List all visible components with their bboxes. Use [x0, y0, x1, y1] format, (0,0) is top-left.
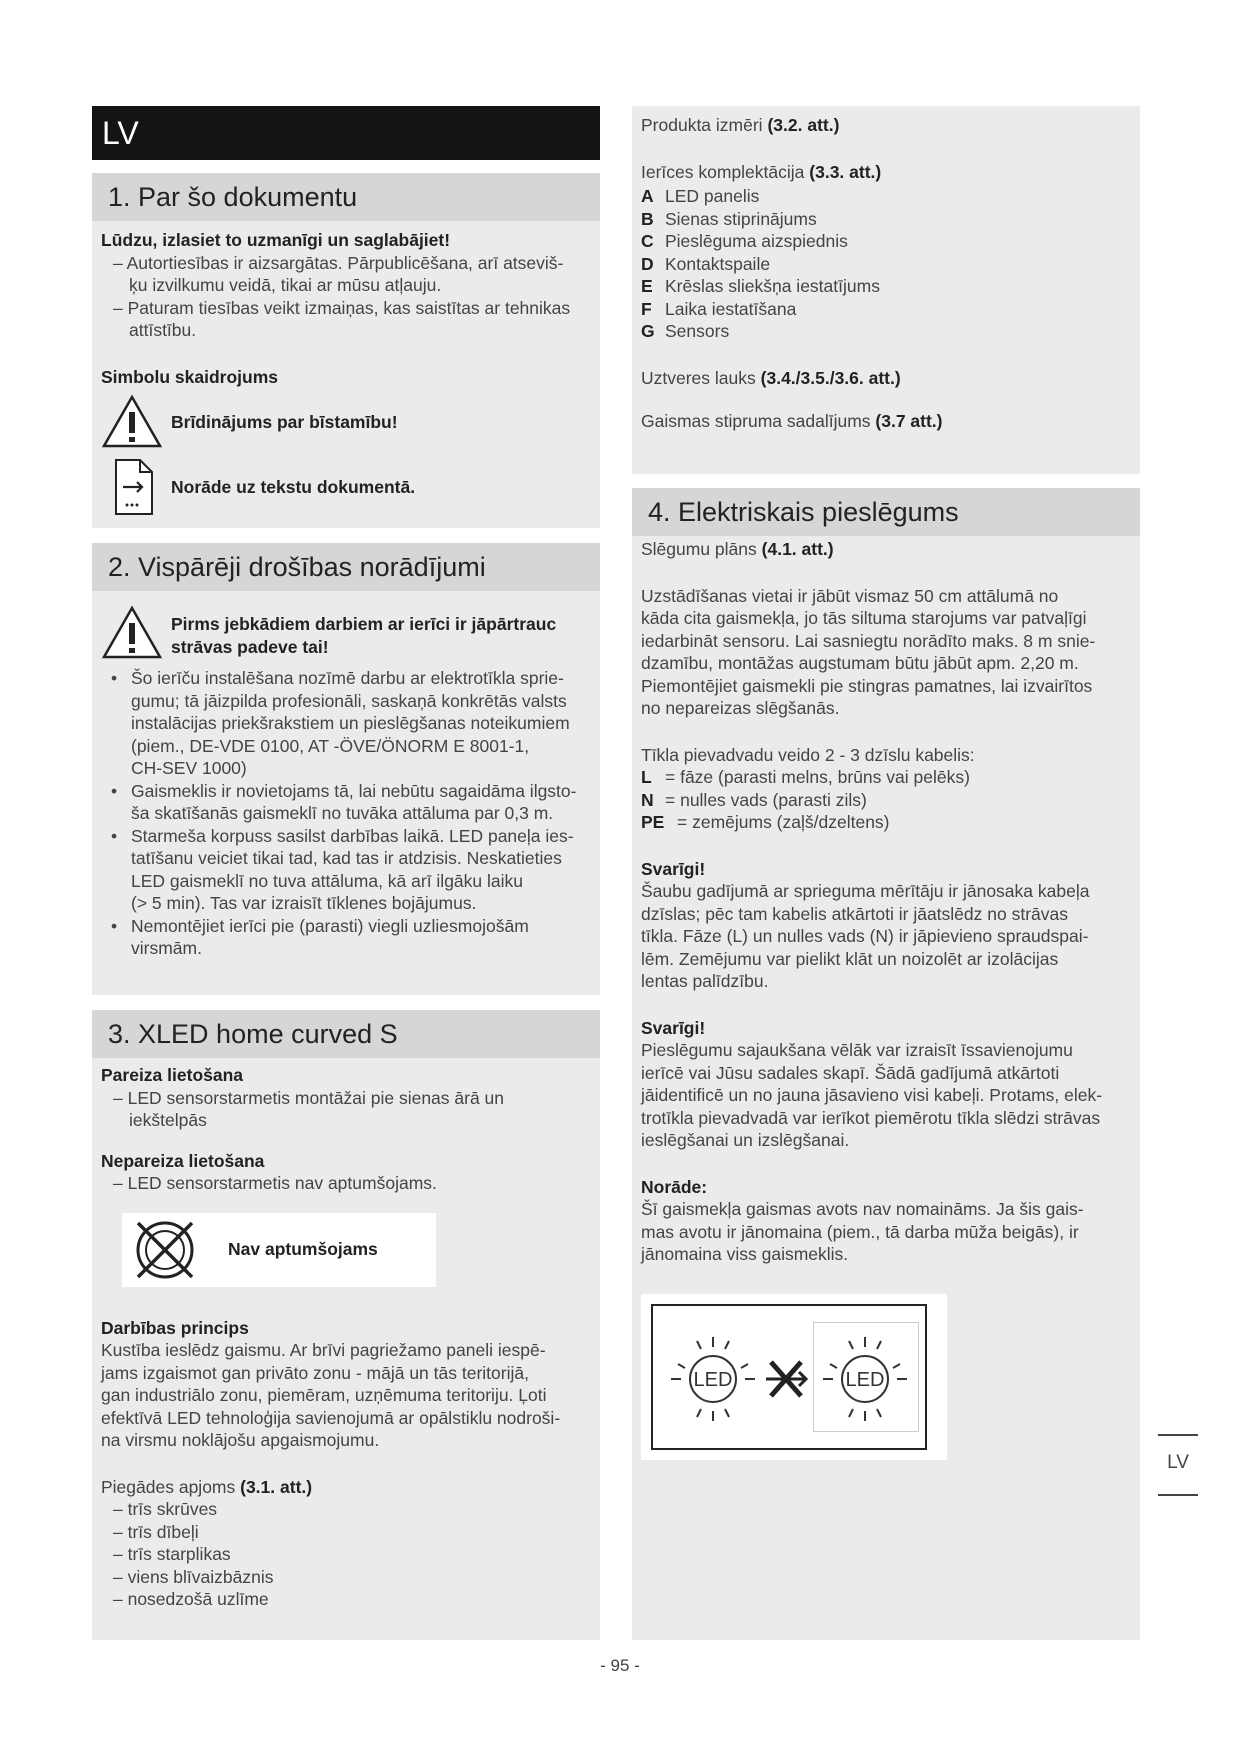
bullet-line: tatīšanu veiciet tikai tad, kad tas ir atdzisis. Neskatieties: [131, 848, 562, 868]
safety-warning-line: strāvas padeve tai!: [171, 636, 329, 657]
section-3-title: 3. XLED home curved S: [92, 1010, 600, 1058]
section-1-item: – Autortiesības ir aizsargātas. Pārpublicēšana, arī atseviš-: [113, 252, 564, 273]
part-name: Sienas stiprinājums: [665, 208, 817, 229]
delivery-item: – viens blīvaizbāznis: [113, 1566, 274, 1587]
important-title: Svarīgi!: [641, 858, 706, 879]
led-label: LED: [693, 1368, 733, 1391]
bullet-line: (piem., DE-VDE 0100, AT -ÖVE/ÖNORM E 8001-1,: [131, 735, 530, 756]
part-row: [641, 298, 1131, 321]
section-1-item: ķu izvilkumu veidā, tikai ar mūsu atļauju.: [129, 275, 442, 295]
principle-title: Darbības princips: [101, 1317, 249, 1338]
section-1-item: – Paturam tiesības veikt izmaiņas, kas saistītas ar tehnikas: [113, 297, 571, 318]
wire-desc: = nulles vads (parasti zils): [665, 789, 867, 810]
bullet-line: • Nemontējiet ierīci pie (parasti) viegli uzliesmojošām: [131, 915, 529, 936]
safety-warning-line: Pirms jebkādiem darbiem ar ierīci ir jāpārtrauc: [171, 614, 557, 634]
language-header: [92, 106, 600, 160]
important-line: trotīkla pievadvadā var ierīkot piemērotu tīkla slēdzi strāvas: [641, 1107, 1101, 1128]
page-number: - 95 -: [600, 1656, 640, 1675]
detection-ref: (3.4./3.5./3.6. att.): [760, 367, 901, 388]
bullet-line: ša skatīšanās gaismeklī no tuvāka attāluma par 0,3 m.: [131, 803, 554, 823]
install-line: iedarbināt sensoru. Lai sasniegtu norādīto maks. 8 m snie-: [641, 630, 1096, 651]
led-replacement-figure: [641, 1294, 947, 1460]
bullet-line: CH-SEV 1000): [131, 758, 247, 778]
note-title: Norāde:: [641, 1176, 708, 1197]
part-letter: F: [641, 298, 652, 319]
not-dimmable-box: [122, 1213, 436, 1287]
safety-bullet: [101, 667, 591, 780]
delivery-item: – trīs starplikas: [113, 1544, 231, 1564]
document-reference-text: Norāde uz tekstu dokumentā.: [171, 476, 416, 497]
important-line: dzīslas; pēc tam kabelis atkārtoti ir jāatslēdz no strāvas: [641, 903, 1068, 924]
bullet-line: LED gaismeklī no tuva attāluma, kā arī ilgāku laiku: [131, 870, 523, 891]
incorrect-use-title: Nepareiza lietošana: [101, 1150, 265, 1171]
part-letter: G: [641, 321, 655, 341]
led-bulb-icon: [663, 1329, 763, 1429]
principle-line: gan industriālo zonu, piemēram, uzņēmuma teritoriju. Ļoti: [101, 1385, 547, 1405]
part-name: Pieslēguma aizspiednis: [665, 231, 848, 251]
bullet-line: instalācijas priekšrakstiem un pieslēgšanas noteikumiem: [131, 713, 570, 733]
install-line: Uzstādīšanas vietai ir jābūt vismaz 50 cm attālumā no: [641, 585, 1059, 606]
part-name: Krēslas sliekšņa iestatījums: [665, 276, 880, 296]
warning-icon: [101, 605, 163, 661]
wire-code: N: [641, 789, 654, 810]
safety-bullet: [101, 915, 591, 960]
dimensions-label: Produkta izmēri: [641, 115, 763, 135]
wire-row: [641, 789, 1131, 812]
cable-intro: Tīkla pievadvadu veido 2 - 3 dzīslu kabelis:: [641, 744, 975, 765]
symbols-title: Simbolu skaidrojums: [101, 366, 278, 387]
important-line: Šaubu gadījumā ar sprieguma mērītāju ir jānosaka kabeļa: [641, 881, 1090, 901]
part-row: [641, 275, 1131, 298]
part-name: Sensors: [665, 321, 730, 341]
side-tab-rule-top: [1158, 1434, 1198, 1436]
dimensions-ref: (3.2. att.): [767, 115, 840, 135]
section-2-title: 2. Vispārēji drošības norādījumi: [92, 543, 600, 591]
delivery-label: Piegādes apjoms: [101, 1476, 236, 1497]
note-line: jānomaina viss gaismeklis.: [641, 1244, 849, 1264]
no-dimming-icon: [130, 1217, 200, 1283]
cross-arrow-icon: [761, 1354, 811, 1404]
part-name: Kontaktspaile: [665, 253, 771, 274]
wire-desc: = zemējums (zaļš/dzeltens): [677, 812, 890, 832]
wire-code: PE: [641, 812, 665, 832]
warning-icon: [101, 394, 163, 450]
bullet-line: virsmām.: [131, 938, 202, 958]
install-line: dzamību, montāžas augstumam būtu jābūt apm. 2,20 m.: [641, 653, 1079, 673]
wire-row: [641, 766, 1131, 789]
section-2: [92, 543, 600, 995]
bullet-line: • Šo ierīču instalēšana nozīmē darbu ar elektrotīkla sprie-: [131, 668, 564, 688]
part-name: Laika iestatīšana: [665, 298, 797, 319]
wiring-ref: (4.1. att.): [761, 539, 834, 559]
delivery-item: – trīs dībeļi: [113, 1521, 199, 1542]
principle-line: na virsmu noklājošu apgaismojumu.: [101, 1430, 380, 1450]
part-row: [641, 230, 1131, 253]
part-letter: B: [641, 208, 654, 229]
section-1-intro: Lūdzu, izlasiet to uzmanīgi un saglabājiet!: [101, 230, 451, 250]
important-line: ierīcē vai Jūsu sadales skapī. Šādā gadījumā atkārtoti: [641, 1062, 1060, 1083]
document-arrow-icon: [101, 458, 163, 516]
not-dimmable-text: Nav aptumšojams: [228, 1239, 378, 1260]
bullet-line: gumu; tā jāizpilda profesionāli, saskaņā konkrētās valsts: [131, 690, 567, 711]
part-row: [641, 185, 1131, 208]
bullet-line: (> 5 min). Tas var izraisīt tīklenes bojājumus.: [131, 893, 477, 913]
section-4-title: 4. Elektriskais pieslēgums: [632, 488, 1140, 536]
part-row: [641, 320, 1131, 343]
important-title: Svarīgi!: [641, 1017, 706, 1038]
safety-bullet: [101, 825, 591, 915]
kit-ref: (3.3. att.): [809, 161, 882, 182]
wiring-label: Slēgumu plāns: [641, 539, 757, 559]
principle-line: efektīvā LED tehnoloģija savienojumā ar opālstiklu nodroši-: [101, 1407, 561, 1428]
section-1: [92, 173, 600, 528]
delivery-item: – nosedzošā uzlīme: [113, 1589, 269, 1609]
light-distribution-label: Gaismas stipruma sadalījums: [641, 411, 871, 431]
part-letter: D: [641, 253, 654, 274]
bullet-line: • Starmeša korpuss sasilst darbības laikā. LED paneļa ies-: [131, 825, 574, 846]
section-4: [632, 488, 1140, 1640]
section-3: [92, 1010, 600, 1640]
incorrect-use-line: – LED sensorstarmetis nav aptumšojams.: [113, 1173, 437, 1193]
side-tab-rule-bottom: [1158, 1494, 1198, 1496]
part-letter: A: [641, 186, 654, 206]
install-line: Piemontējiet gaismekli pie stingras pamatnes, lai izvairītos: [641, 675, 1093, 696]
detection-label: Uztveres lauks: [641, 367, 756, 388]
important-line: tīkla. Fāze (L) un nulles vads (N) ir jāpievieno spraudspai-: [641, 926, 1089, 946]
light-distribution-ref: (3.7 att.): [875, 411, 943, 431]
bullet-line: • Gaismeklis ir novietojams tā, lai nebūtu sagaidāma ilgsto-: [131, 780, 577, 801]
wire-row: [641, 811, 1131, 834]
principle-line: jams izgaismot gan privāto zonu - mājā un tās teritorijā,: [101, 1362, 529, 1383]
part-row: [641, 208, 1131, 231]
part-name: LED panelis: [665, 186, 760, 206]
important-line: jāidentificē un no jauna jāsavieno visi kabeļi. Protams, elek-: [641, 1085, 1103, 1105]
right-top-block: [632, 106, 1140, 474]
section-1-title: 1. Par šo dokumentu: [92, 173, 600, 221]
safety-bullet: [101, 780, 591, 825]
delivery-ref: (3.1. att.): [240, 1476, 313, 1497]
important-line: Pieslēgumu sajaukšana vēlāk var izraisīt īssavienojumu: [641, 1040, 1073, 1060]
part-letter: C: [641, 231, 654, 251]
correct-use-title: Pareiza lietošana: [101, 1065, 244, 1085]
install-line: no nepareizas slēgšanās.: [641, 698, 840, 718]
correct-use-line: iekštelpās: [129, 1110, 207, 1130]
important-line: lēm. Zemējumu var pielikt klāt un noizolēt ar izolācijas: [641, 948, 1059, 969]
language-code: LV: [102, 115, 139, 151]
side-tab-label: LV: [1167, 1452, 1189, 1473]
led-label: LED: [845, 1368, 885, 1391]
delivery-item: – trīs skrūves: [113, 1499, 218, 1519]
part-letter: E: [641, 276, 653, 296]
wire-code: L: [641, 767, 652, 787]
install-line: kāda cita gaismekļa, jo tās siltuma starojums var patvaļīgi: [641, 608, 1087, 628]
kit-label: Ierīces komplektācija: [641, 161, 805, 182]
warning-text: Brīdinājums par bīstamību!: [171, 411, 398, 432]
important-line: lentas palīdzību.: [641, 971, 769, 991]
wire-desc: = fāze (parasti melns, brūns vai pelēks): [665, 767, 970, 787]
note-line: Šī gaismekļa gaismas avots nav nomaināms. Ja šis gais-: [641, 1199, 1084, 1219]
important-line: ieslēgšanai un izslēgšanai.: [641, 1130, 850, 1150]
part-row: [641, 253, 1131, 276]
correct-use-line: – LED sensorstarmetis montāžai pie sienas ārā un: [113, 1087, 505, 1108]
section-1-item: attīstību.: [129, 320, 197, 340]
led-bulb-icon: [815, 1329, 915, 1429]
principle-line: Kustība ieslēdz gaismu. Ar brīvi pagriežamo paneli iespē-: [101, 1340, 546, 1360]
note-line: mas avotu ir jānomaina (piem., tā darba mūža beigās), ir: [641, 1221, 1079, 1242]
